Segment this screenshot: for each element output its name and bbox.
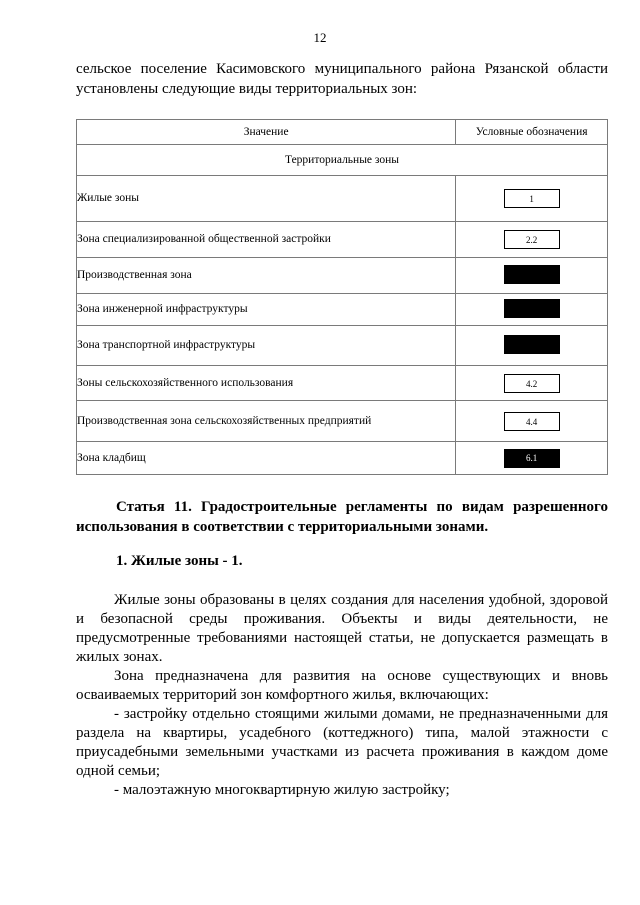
paragraph: - малоэтажную многоквартирную жилую застройку; xyxy=(114,782,450,798)
zone-name: Жилые зоны xyxy=(77,176,456,222)
intro-line-2: установлены следующие виды территориальных зон: xyxy=(76,81,418,97)
zone-symbol: 1 xyxy=(504,189,560,208)
body-text xyxy=(76,591,608,800)
intro-line-1: сельское поселение Касимовского муниципального района Рязанской области xyxy=(76,61,608,77)
header-symbols: Условные обозначения xyxy=(456,120,608,145)
paragraph: Жилые зоны образованы в целях создания для населения удобной, здоровой и безопасной среды проживания. Объекты и виды деятельности, не предусмотренные требованиями настоящей статьи, не допускается размещать в жилых зонах. xyxy=(76,592,608,665)
table-row xyxy=(77,222,608,258)
intro-text xyxy=(76,59,608,99)
section-title-territorial-zones: Территориальные зоны xyxy=(77,145,608,176)
table-row xyxy=(77,401,608,442)
header-meaning: Значение xyxy=(77,120,456,145)
table-row xyxy=(77,366,608,401)
table-row xyxy=(77,326,608,366)
zone-name: Производственная зона xyxy=(77,258,456,294)
paragraph: - застройку отдельно стоящими жилыми домами, не предназначенными для раздела на квартиры, усадебного (коттеджного) типа, малой этажности с приусадебными земельными участками из расчета проживания в каждом доме одной семьи; xyxy=(76,706,608,779)
zone-symbol: 4.2 xyxy=(504,374,560,393)
zones-table xyxy=(76,119,608,475)
paragraph: Зона предназначена для развития на основе существующих и вновь осваиваемых территорий зон комфортного жилья, включающих: xyxy=(76,668,608,703)
table-row xyxy=(77,294,608,326)
table-section-row xyxy=(77,145,608,176)
zone-name: Производственная зона сельскохозяйственных предприятий xyxy=(77,401,456,442)
zone-name: Зона инженерной инфраструктуры xyxy=(77,294,456,326)
section-title: 1. Жилые зоны - 1. xyxy=(116,553,243,569)
table-row xyxy=(77,442,608,475)
zone-symbol xyxy=(504,299,560,318)
zone-symbol xyxy=(504,335,560,354)
page-number: 12 xyxy=(313,30,327,45)
zone-symbol: 2.2 xyxy=(504,230,560,249)
article-heading-line-2: использования в соответствии с территориальными зонами. xyxy=(76,519,489,535)
zone-symbol: 4.4 xyxy=(504,412,560,431)
zone-name: Зона специализированной общественной застройки xyxy=(77,222,456,258)
table-header-row xyxy=(77,120,608,145)
zone-name: Зона кладбищ xyxy=(77,442,456,475)
table-row xyxy=(77,258,608,294)
article-heading-line-1: Статья 11. Градостроительные регламенты по видам разрешенного xyxy=(116,499,608,515)
zone-name: Зона транспортной инфраструктуры xyxy=(77,326,456,366)
table-row xyxy=(77,176,608,222)
zone-symbol xyxy=(504,265,560,284)
zone-symbol: 6.1 xyxy=(504,449,560,468)
article-heading xyxy=(76,497,608,537)
zone-name: Зоны сельскохозяйственного использования xyxy=(77,366,456,401)
